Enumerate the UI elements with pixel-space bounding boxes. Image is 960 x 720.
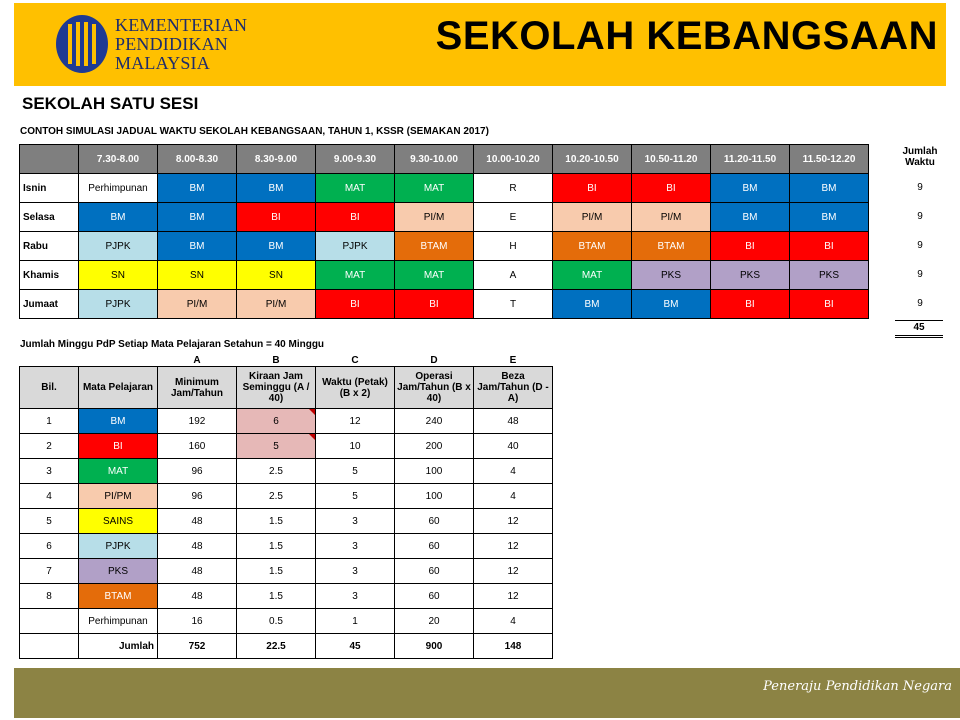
timetable-cell: BTAM	[632, 232, 711, 261]
min-hours-cell: 160	[158, 434, 237, 459]
periods-cell: 12	[316, 409, 395, 434]
time-slot-header: 9.30-10.00	[395, 145, 474, 174]
summary-column-header: Waktu (Petak) (B x 2)	[316, 367, 395, 409]
min-hours-cell: 96	[158, 484, 237, 509]
total-value: 22.5	[237, 634, 316, 659]
summary-column-header: Kiraan Jam Seminggu (A / 40)	[237, 367, 316, 409]
timetable-cell: BM	[158, 174, 237, 203]
subject-cell: PJPK	[79, 534, 158, 559]
timetable-cell: E	[474, 203, 553, 232]
timetable-cell: BM	[711, 203, 790, 232]
periods-cell: 10	[316, 434, 395, 459]
timetable-cell: BM	[79, 203, 158, 232]
timetable-cell: MAT	[395, 261, 474, 290]
time-slot-header: 10.00-10.20	[474, 145, 553, 174]
timetable-cell: BM	[237, 232, 316, 261]
subject-cell: Perhimpunan	[79, 609, 158, 634]
timetable-cell: H	[474, 232, 553, 261]
timetable-cell: MAT	[395, 174, 474, 203]
summary-row	[20, 534, 553, 559]
timetable-cell: BI	[553, 174, 632, 203]
difference-cell: 4	[474, 609, 553, 634]
weekly-hours-cell: 1.5	[237, 534, 316, 559]
timetable-cell: BM	[158, 232, 237, 261]
ministry-logo-icon	[55, 14, 110, 74]
timetable-cell: Perhimpunan	[79, 174, 158, 203]
row-number: 7	[20, 559, 79, 584]
difference-cell: 40	[474, 434, 553, 459]
total-value: 148	[474, 634, 553, 659]
timetable-cell: PI/M	[395, 203, 474, 232]
timetable-cell: R	[474, 174, 553, 203]
operation-hours-cell: 100	[395, 484, 474, 509]
subject-cell: BI	[79, 434, 158, 459]
timetable-cell: MAT	[316, 174, 395, 203]
ministry-line-1: KEMENTERIAN	[115, 15, 248, 35]
operation-hours-cell: 240	[395, 409, 474, 434]
weekly-hours-cell: 1.5	[237, 559, 316, 584]
subject-cell: MAT	[79, 459, 158, 484]
day-label: Khamis	[20, 261, 79, 290]
difference-cell: 12	[474, 509, 553, 534]
min-hours-cell: 48	[158, 509, 237, 534]
timetable-cell: BI	[316, 290, 395, 319]
time-slot-header: 8.30-9.00	[237, 145, 316, 174]
summary-column-header: Bil.	[20, 367, 79, 409]
timetable-cell: SN	[79, 261, 158, 290]
total-hours-value: 9	[917, 211, 923, 222]
summary-row	[20, 434, 553, 459]
periods-cell: 5	[316, 484, 395, 509]
timetable-row	[20, 203, 869, 232]
summary-table	[19, 355, 553, 659]
timetable-cell: PI/M	[553, 203, 632, 232]
weekly-hours-cell: 6	[237, 409, 316, 434]
periods-cell: 1	[316, 609, 395, 634]
summary-caption: Jumlah Minggu PdP Setiap Mata Pelajaran Setahun = 40 Minggu	[20, 339, 325, 350]
row-number: 6	[20, 534, 79, 559]
day-label: Selasa	[20, 203, 79, 232]
weekly-hours-cell: 2.5	[237, 484, 316, 509]
total-hours-value: 9	[917, 269, 923, 280]
operation-hours-cell: 20	[395, 609, 474, 634]
summary-row	[20, 609, 553, 634]
timetable-cell: BI	[395, 290, 474, 319]
total-value: 45	[316, 634, 395, 659]
timetable-cell: BM	[711, 174, 790, 203]
periods-cell: 3	[316, 559, 395, 584]
timetable-row	[20, 174, 869, 203]
operation-hours-cell: 100	[395, 459, 474, 484]
subject-cell: PKS	[79, 559, 158, 584]
page-subtitle: SEKOLAH SATU SESI	[22, 94, 199, 113]
summary-column-header: Minimum Jam/Tahun	[158, 367, 237, 409]
difference-cell: 12	[474, 559, 553, 584]
timetable-cell: BI	[790, 290, 869, 319]
weekly-hours-cell: 5	[237, 434, 316, 459]
timetable-cell: PI/M	[158, 290, 237, 319]
summary-row	[20, 459, 553, 484]
page-title: SEKOLAH KEBANGSAAN	[435, 14, 938, 58]
column-letter: A	[158, 355, 237, 367]
timetable-row	[20, 290, 869, 319]
subject-cell: SAINS	[79, 509, 158, 534]
min-hours-cell: 48	[158, 584, 237, 609]
ministry-line-3: MALAYSIA	[115, 53, 210, 73]
timetable-cell: PJPK	[79, 290, 158, 319]
timetable-cell: BI	[711, 290, 790, 319]
timetable-caption: CONTOH SIMULASI JADUAL WAKTU SEKOLAH KEBANGSAAN, TAHUN 1, KSSR (SEMAKAN 2017)	[20, 126, 489, 137]
total-blank	[20, 634, 79, 659]
timetable-cell: PJPK	[79, 232, 158, 261]
timetable-cell: SN	[237, 261, 316, 290]
timetable-cell: BI	[632, 174, 711, 203]
min-hours-cell: 48	[158, 559, 237, 584]
timetable-cell: PI/M	[237, 290, 316, 319]
summary-row	[20, 584, 553, 609]
periods-cell: 3	[316, 509, 395, 534]
weekly-hours-cell: 1.5	[237, 509, 316, 534]
summary-total-row	[20, 634, 553, 659]
timetable-cell: BI	[237, 203, 316, 232]
ministry-line-2: PENDIDIKAN	[115, 34, 228, 54]
summary-column-header: Operasi Jam/Tahun (B x 40)	[395, 367, 474, 409]
summary-header-row	[20, 367, 553, 409]
timetable-cell: BI	[316, 203, 395, 232]
timetable-cell: T	[474, 290, 553, 319]
timetable-cell: BI	[711, 232, 790, 261]
periods-cell: 3	[316, 584, 395, 609]
summary-letter-row	[20, 355, 553, 367]
total-hours-value: 9	[917, 240, 923, 251]
timetable-cell: BTAM	[395, 232, 474, 261]
timetable-cell: A	[474, 261, 553, 290]
operation-hours-cell: 200	[395, 434, 474, 459]
timetable-cell: BM	[158, 203, 237, 232]
summary-row	[20, 484, 553, 509]
subject-cell: BTAM	[79, 584, 158, 609]
timetable-cell: BM	[790, 203, 869, 232]
row-number: 3	[20, 459, 79, 484]
summary-row	[20, 409, 553, 434]
subject-cell: BM	[79, 409, 158, 434]
timetable-cell: BM	[790, 174, 869, 203]
timetable-cell: SN	[158, 261, 237, 290]
footer-banner	[14, 668, 960, 718]
total-label: Jumlah	[79, 634, 158, 659]
column-letter: C	[316, 355, 395, 367]
ministry-name	[115, 16, 247, 73]
row-number: 5	[20, 509, 79, 534]
min-hours-cell: 192	[158, 409, 237, 434]
day-label: Isnin	[20, 174, 79, 203]
timetable-cell: PKS	[790, 261, 869, 290]
day-label: Jumaat	[20, 290, 79, 319]
min-hours-cell: 48	[158, 534, 237, 559]
timetable-cell: BM	[553, 290, 632, 319]
timetable-cell: PI/M	[632, 203, 711, 232]
row-number: 8	[20, 584, 79, 609]
time-slot-header: 7.30-8.00	[79, 145, 158, 174]
summary-column-header: Mata Pelajaran	[79, 367, 158, 409]
timetable-cell: MAT	[553, 261, 632, 290]
timetable-cell: MAT	[316, 261, 395, 290]
timetable-cell: BTAM	[553, 232, 632, 261]
time-slot-header: 9.00-9.30	[316, 145, 395, 174]
timetable-corner	[20, 145, 79, 174]
timetable-cell: PKS	[711, 261, 790, 290]
letter-cell-blank	[79, 355, 158, 367]
row-number: 2	[20, 434, 79, 459]
total-hours-grand: 45	[895, 320, 943, 338]
weekly-hours-cell: 1.5	[237, 584, 316, 609]
timetable	[19, 144, 869, 319]
subject-cell: PI/PM	[79, 484, 158, 509]
timetable-row	[20, 232, 869, 261]
column-letter: B	[237, 355, 316, 367]
time-slot-header: 10.50-11.20	[632, 145, 711, 174]
column-letter: E	[474, 355, 553, 367]
total-value: 752	[158, 634, 237, 659]
min-hours-cell: 16	[158, 609, 237, 634]
time-slot-header: 11.50-12.20	[790, 145, 869, 174]
operation-hours-cell: 60	[395, 534, 474, 559]
timetable-cell: PJPK	[316, 232, 395, 261]
total-hours-value: 9	[917, 298, 923, 309]
footer-motto: Peneraju Pendidikan Negara	[763, 679, 952, 694]
timetable-row	[20, 261, 869, 290]
row-number: 1	[20, 409, 79, 434]
operation-hours-cell: 60	[395, 509, 474, 534]
weekly-hours-cell: 0.5	[237, 609, 316, 634]
day-label: Rabu	[20, 232, 79, 261]
difference-cell: 4	[474, 484, 553, 509]
timetable-cell: BM	[632, 290, 711, 319]
row-number	[20, 609, 79, 634]
difference-cell: 12	[474, 534, 553, 559]
timetable-cell: BI	[790, 232, 869, 261]
difference-cell: 12	[474, 584, 553, 609]
total-value: 900	[395, 634, 474, 659]
summary-row	[20, 509, 553, 534]
min-hours-cell: 96	[158, 459, 237, 484]
periods-cell: 3	[316, 534, 395, 559]
total-hours-header: Jumlah Waktu	[902, 146, 938, 168]
time-slot-header: 8.00-8.30	[158, 145, 237, 174]
difference-cell: 48	[474, 409, 553, 434]
total-hours-value: 9	[917, 182, 923, 193]
letter-cell-blank	[20, 355, 79, 367]
summary-column-header: Beza Jam/Tahun (D - A)	[474, 367, 553, 409]
weekly-hours-cell: 2.5	[237, 459, 316, 484]
timetable-cell: PKS	[632, 261, 711, 290]
timetable-header-row	[20, 145, 869, 174]
periods-cell: 5	[316, 459, 395, 484]
time-slot-header: 10.20-10.50	[553, 145, 632, 174]
timetable-cell: BM	[237, 174, 316, 203]
summary-row	[20, 559, 553, 584]
row-number: 4	[20, 484, 79, 509]
difference-cell: 4	[474, 459, 553, 484]
operation-hours-cell: 60	[395, 559, 474, 584]
operation-hours-cell: 60	[395, 584, 474, 609]
column-letter: D	[395, 355, 474, 367]
time-slot-header: 11.20-11.50	[711, 145, 790, 174]
